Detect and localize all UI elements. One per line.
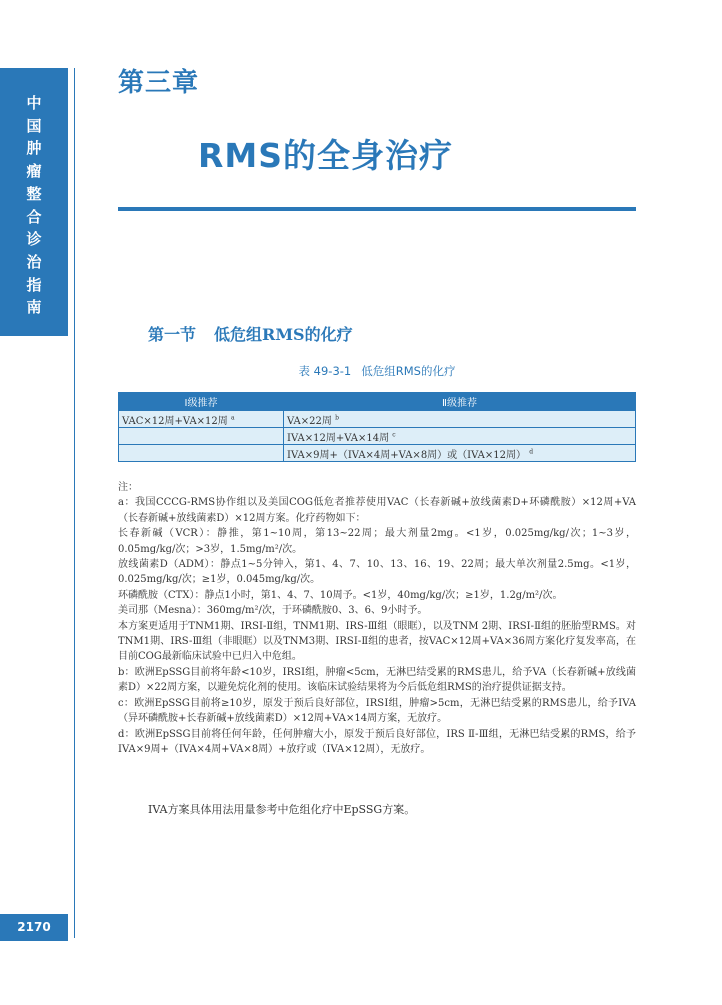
sidebar-char: 诊: [26, 230, 42, 249]
table-header-row: [119, 393, 636, 411]
sidebar-char: 瘤: [26, 162, 42, 181]
footnote-marker: b: [335, 414, 339, 422]
table-cell: VAC×12周+VA×12周 $^a$: [119, 411, 284, 428]
note-line: b：欧洲EpSSG目前将年龄<10岁，IRSⅠ组，肿瘤<5cm，无淋巴结受累的RMS患儿，给予VA（长春新碱+放线菌素D）×22周方案，以避免烷化剂的使用。该临床试验结果将为今后低危组RMS的治疗提供证据支持。: [118, 666, 636, 694]
note-line: 注：: [118, 482, 138, 493]
table-cell: [119, 445, 284, 462]
sidebar-char: 南: [26, 298, 42, 317]
table-notes: [118, 480, 636, 757]
margin-divider: [74, 68, 75, 938]
note-line: 长春新碱（VCR）：静推，第1~10周，第13~22周；最大剂量2mg。<1岁，0.025mg/kg/次；1~3岁，0.05mg/kg/次；>3岁，1.5mg/m²/次。: [118, 528, 636, 555]
title-rule: [118, 207, 636, 211]
table-row: [119, 428, 636, 445]
section-number: 第一节: [148, 325, 197, 344]
note-line: 放线菌素D（ADM）：静点1~5分钟入，第1、4、7、10、13、16、19、22周；最大单次剂量2.5mg。<1岁，0.025mg/kg/次；≥1岁，0.045mg/kg/次。: [118, 559, 636, 586]
table-row: [119, 411, 636, 428]
sidebar-char: 治: [26, 252, 42, 271]
note-line: c：欧洲EpSSG目前将≥10岁，原发于预后良好部位，IRSⅠ组，肿瘤>5cm，无淋巴结受累的RMS患儿，给予IVA（异环磷酰胺+长春新碱+放线菌素D）×12周+VA×14周方案，无放疗。: [118, 697, 636, 725]
table-row: [119, 445, 636, 462]
chapter-label: 第三章: [118, 68, 200, 98]
footnote-marker: d: [529, 448, 534, 456]
footnote-marker: c: [392, 431, 396, 439]
table-caption: [118, 363, 636, 379]
footnote-marker: a: [230, 414, 235, 422]
sidebar-char: 指: [26, 275, 42, 294]
table-cell: IVA×12周+VA×14周 $^c$: [284, 428, 636, 445]
table-caption-title: 低危组RMS的化疗: [361, 364, 456, 378]
page-number: 2170: [0, 914, 68, 941]
page-title: RMS的全身治疗: [198, 136, 454, 175]
note-line: 美司那（Mesna）：360mg/m²/次，于环磷酰胺0、3、6、9小时予。: [118, 605, 428, 617]
note-line: 本方案更适用于TNM1期、IRSⅠ-Ⅱ组，TNM1期、IRS-Ⅲ组（眼眶），以及TNM 2期、IRSⅠ-Ⅱ组的胚胎型RMS。对TNM1期、IRS-Ⅲ组（非眼眶）以及TNM3期、IRSⅠ-Ⅱ组的患者，按VAC×12周+VA×36周方案化疗复发率高，在目前COG最新临床试验中已归入中危组。: [118, 620, 636, 663]
table-cell: [119, 428, 284, 445]
note-line: 环磷酰胺（CTX）：静点1小时，第1、4、7、10周予。<1岁，40mg/kg/次；≥1岁，1.2g/m²/次。: [118, 589, 563, 601]
table-cell: IVA×9周+（IVA×4周+VA×8周）或（IVA×12周） $^d$: [284, 445, 636, 462]
section-title: 低危组RMS的化疗: [214, 325, 353, 344]
sidebar-char: 中: [26, 94, 42, 112]
table-cell: VA×22周 $^b$: [284, 411, 636, 428]
table-caption-number: 表 49-3-1: [298, 364, 352, 378]
table-header: Ⅰ级推荐: [119, 393, 284, 411]
sidebar-char: 国: [26, 116, 42, 135]
sidebar-book-title: [0, 92, 68, 319]
sidebar-char: 合: [26, 207, 42, 226]
table-header: Ⅱ级推荐: [284, 393, 636, 411]
recommendation-table: [118, 392, 636, 462]
section-heading: [148, 322, 353, 345]
note-line: d：欧洲EpSSG目前将任何年龄，任何肿瘤大小，原发于预后良好部位，IRS Ⅱ-Ⅲ组，无淋巴结受累的RMS，给予IVA×9周+（IVA×4周+VA×8周）+放疗或（IVA×12周），无放疗。: [118, 728, 636, 755]
sidebar-char: 肿: [26, 139, 42, 158]
sidebar-char: 整: [26, 184, 42, 203]
body-paragraph: IVA方案具体用法用量参考中危组化疗中EpSSG方案。: [148, 803, 416, 816]
note-line: a：我国CCCG-RMS协作组以及美国COG低危者推荐使用VAC（长春新碱+放线菌素D+环磷酰胺）×12周+VA（长春新碱+放线菌素D）×12周方案。化疗药物如下：: [118, 497, 636, 524]
